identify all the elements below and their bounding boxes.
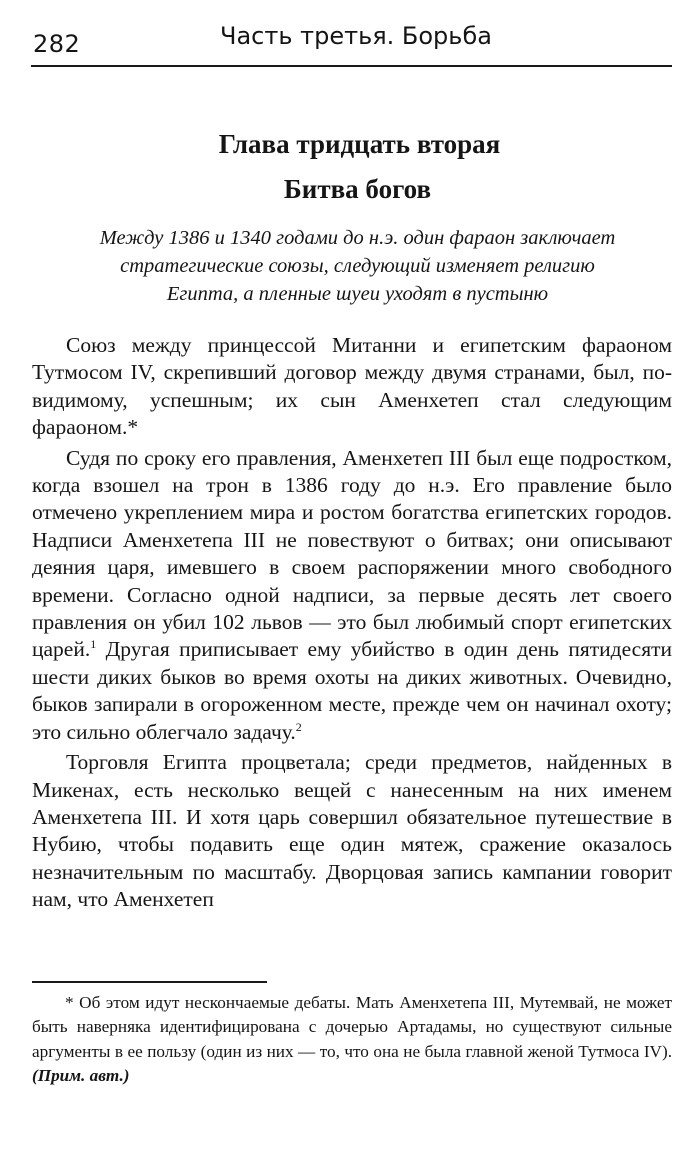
footnote-ref: 2 xyxy=(295,719,302,734)
epigraph-line: Египта, а пленные шуеи уходят в пустыню xyxy=(166,283,549,305)
epigraph-line: стратегические союзы, следующий изменяет религию xyxy=(120,255,595,277)
footnote-note: (Прим. авт.) xyxy=(32,1065,130,1085)
paragraph-text: Судя по сроку его правления, Аменхетеп III был еще подростком, когда взошел на трон в 1386 году до н.э. Его правление было отмечено укреплением мира и ростом богатства египетских городов. Надписи Аменхетепа III не повествуют о битвах; они описывают деяния царя, имевшего в своем распоряжении много свободного времени. Согласно одной надписи, за первые десять лет своего правления он убил 102 львов — это был любимый спорт египетских царей. xyxy=(32,445,672,662)
footnote-rule xyxy=(32,981,267,983)
header-rule xyxy=(31,65,672,67)
page-number: 282 xyxy=(33,30,81,58)
paragraph xyxy=(32,445,672,746)
paragraph-text: Торговля Египта процветала; среди предметов, найденных в Микенах, есть несколько вещей с нанесенным на них именем Аменхетепа III. И хотя царь совершил обязательное путешествие в Нубию, чтобы подавить еще один мятеж, сражение оказалось незначительным по масштабу. Дворцовая запись кампании говорит нам, что Аменхетеп xyxy=(32,750,672,912)
footnote xyxy=(32,991,672,1088)
footnote-text: * Об этом идут нескончаемые дебаты. Мать Аменхетепа III, Мутемвай, не может быть наверняка идентифицирована с дочерью Артадамы, но существуют сильные аргументы в ее пользу (один из них — то, что она не была главной женой Тутмоса IV). xyxy=(32,993,672,1061)
paragraph xyxy=(32,332,672,442)
paragraph xyxy=(32,749,672,913)
running-title: Часть третья. Борьба xyxy=(220,22,492,50)
chapter-epigraph xyxy=(40,224,675,308)
paragraph-text: Другая приписывает ему убийство в один день пятидесяти шести диких быков во время охоты на диких животных. Очевидно, быков запирали в огороженном месте, прежде чем он начинал охоту; это сильно облегчало задачу. xyxy=(32,637,672,744)
body-text xyxy=(32,332,672,917)
running-header xyxy=(33,20,673,64)
footnote-ref: 1 xyxy=(90,637,97,652)
epigraph-line: Между 1386 и 1340 годами до н.э. один фараон заключает xyxy=(99,227,616,249)
chapter-title: Глава тридцать вторая xyxy=(218,129,501,159)
paragraph-text: Союз между принцессой Митанни и египетским фараоном Тутмосом IV, скрепивший договор между двумя странами, был, по-видимому, успешным; их сын Аменхетеп стал следующим фараоном.* xyxy=(32,333,672,440)
chapter-subtitle: Битва богов xyxy=(283,174,432,204)
